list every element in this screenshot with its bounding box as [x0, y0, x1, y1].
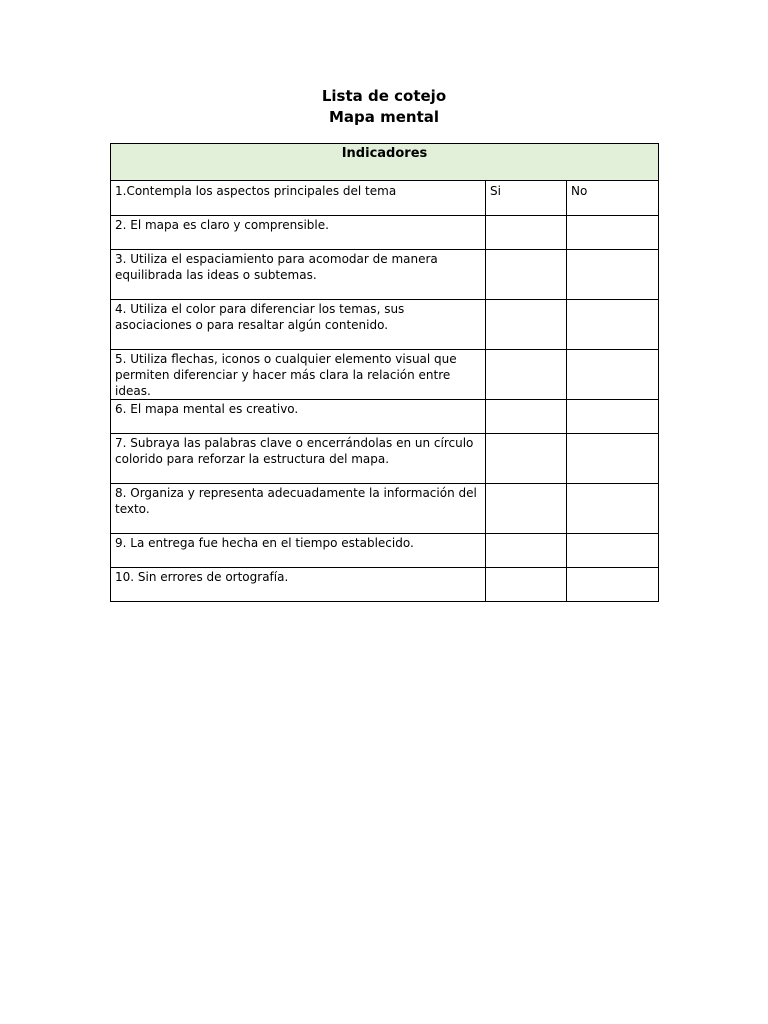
no-column-header: No [567, 181, 659, 216]
si-cell [486, 568, 567, 602]
no-cell [567, 568, 659, 602]
indicator-cell: 8. Organiza y representa adecuadamente la información del texto. [111, 484, 486, 534]
title-line-1: Lista de cotejo [321, 87, 447, 105]
table-row [111, 216, 659, 250]
si-cell [486, 484, 567, 534]
indicators-header: Indicadores [111, 144, 659, 181]
table-row [111, 181, 659, 216]
no-cell [567, 216, 659, 250]
si-cell [486, 434, 567, 484]
no-cell [567, 534, 659, 568]
indicator-cell: 10. Sin errores de ortografía. [111, 568, 486, 602]
no-cell [567, 250, 659, 300]
si-cell [486, 400, 567, 434]
indicator-cell: 5. Utiliza flechas, iconos o cualquier elemento visual que permiten diferenciar y hacer más clara la relación entre ideas. [111, 350, 486, 400]
indicator-cell: 2. El mapa es claro y comprensible. [111, 216, 486, 250]
document-title [0, 86, 768, 128]
table-row [111, 300, 659, 350]
indicator-cell: 3. Utiliza el espaciamiento para acomodar de manera equilibrada las ideas o subtemas. [111, 250, 486, 300]
no-cell [567, 484, 659, 534]
indicator-cell: 6. El mapa mental es creativo. [111, 400, 486, 434]
table-row [111, 534, 659, 568]
table-header-row [111, 144, 659, 181]
table-row [111, 400, 659, 434]
title-line-2: Mapa mental [328, 108, 440, 126]
no-cell [567, 400, 659, 434]
table-row [111, 434, 659, 484]
si-column-header: Si [486, 181, 567, 216]
si-cell [486, 350, 567, 400]
table-row [111, 484, 659, 534]
checklist-table [110, 143, 659, 602]
si-cell [486, 534, 567, 568]
si-cell [486, 300, 567, 350]
no-cell [567, 434, 659, 484]
indicator-cell: 7. Subraya las palabras clave o encerrándolas en un círculo colorido para reforzar la estructura del mapa. [111, 434, 486, 484]
table-row [111, 350, 659, 400]
indicator-cell: 4. Utiliza el color para diferenciar los temas, sus asociaciones o para resaltar algún contenido. [111, 300, 486, 350]
no-cell [567, 300, 659, 350]
si-cell [486, 216, 567, 250]
indicator-cell: 9. La entrega fue hecha en el tiempo establecido. [111, 534, 486, 568]
table-row [111, 568, 659, 602]
indicator-cell: 1.Contempla los aspectos principales del tema [111, 181, 486, 216]
no-cell [567, 350, 659, 400]
table-row [111, 250, 659, 300]
si-cell [486, 250, 567, 300]
